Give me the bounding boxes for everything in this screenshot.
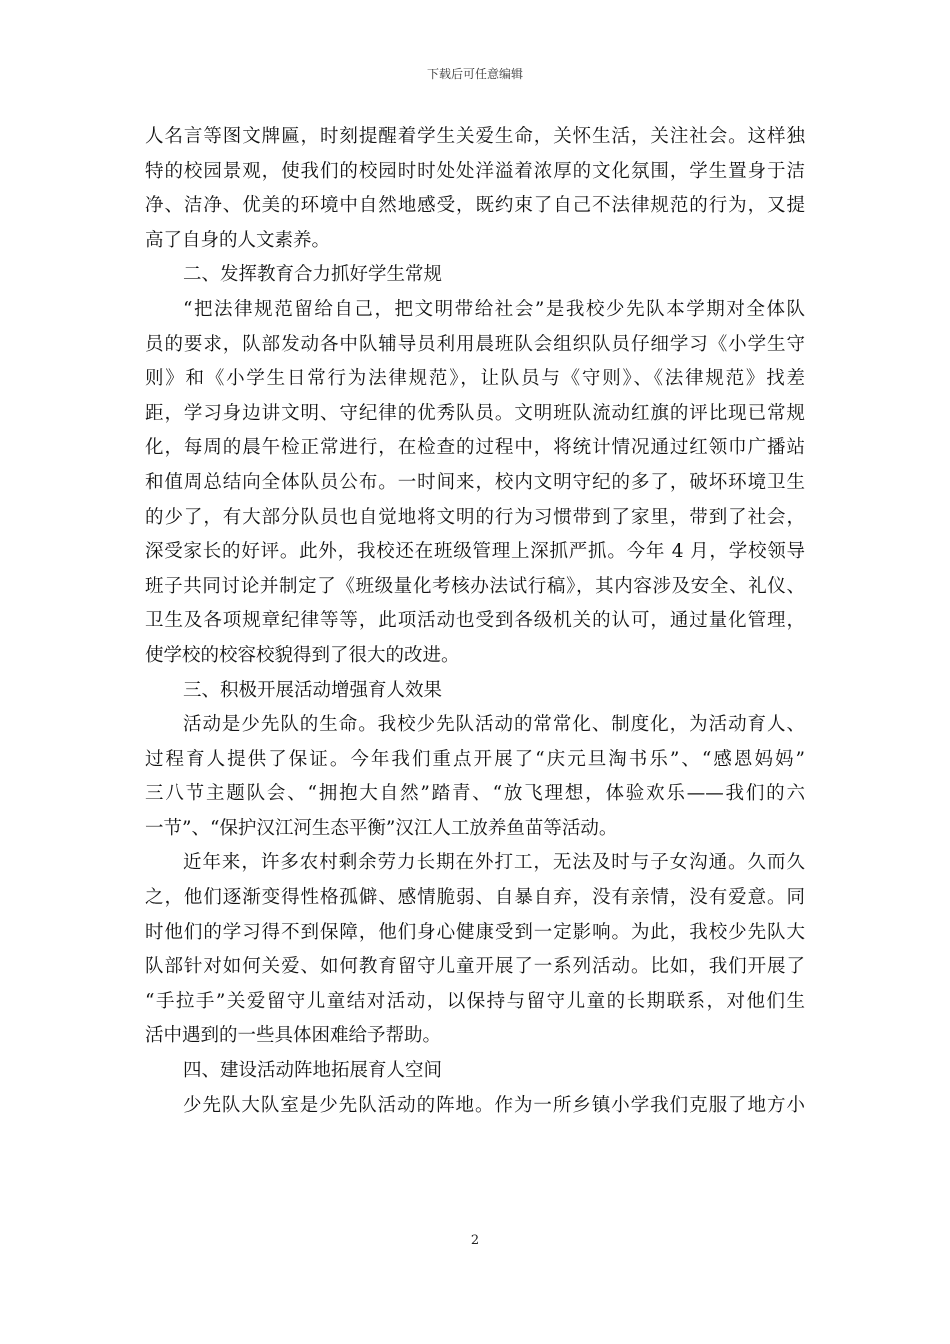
text-line: 化，每周的晨午检正常进行，在检查的过程中，将统计情况通过红领巾广播站 [145,437,805,459]
text-line: 人名言等图文牌匾，时刻提醒着学生关爱生命，关怀生活，关注社会。这样独 [145,126,805,147]
text-line: 之，他们逐渐变得性格孤僻、感情脆弱、自暴自弃，没有亲情，没有爱意。同 [145,887,805,909]
paragraph-first-line: 近年来，许多农村剩余劳力长期在外打工，无法及时与子女沟通。久而久 [183,852,805,874]
page-number: 2 [470,1233,480,1248]
document-body [145,120,805,1123]
paragraph-first-line: 三、积极开展活动增强育人效果 [183,679,443,701]
text-line: 三八节主题队会、“拥抱大自然”踏青、“放飞理想，体验欢乐——我们的六 [145,783,805,805]
text-line: 的少了，有大部分队员也自觉地将文明的行为习惯带到了家里，带到了社会， [145,506,805,528]
text-line: 深受家长的好评。此外，我校还在班级管理上深抓严抓。今年 4 月，学校领导 [145,541,805,563]
text-line: 距，学习身边讲文明、守纪律的优秀队员。文明班队流动红旗的评比现已常规 [145,402,805,424]
text-line: 队部针对如何关爱、如何教育留守儿童开展了一系列活动。比如，我们开展了 [145,956,805,978]
text-line: 一节”、“保护汉江河生态平衡”汉江人工放养鱼苗等活动。 [145,817,618,839]
text-line: 则》和《小学生日常行为法律规范》，让队员与《守则》、《法律规范》找差 [145,368,805,390]
text-line: 高了自身的人文素养。 [145,229,331,251]
text-line: 特的校园景观，使我们的校园时时处处洋溢着浓厚的文化氛围，学生置身于洁 [145,160,805,182]
text-line: 班子共同讨论并制定了《班级量化考核办法试行稿》，其内容涉及安全、礼仪、 [145,575,805,597]
text-line: 净、洁净、优美的环境中自然地感受，既约束了自己不法律规范的行为，又提 [145,195,805,217]
text-line: “手拉手”关爱留守儿童结对活动，以保持与留守儿童的长期联系，对他们生 [145,990,805,1012]
text-line: 卫生及各项规章纪律等等，此项活动也受到各级机关的认可，通过量化管理， [145,610,805,632]
paragraph-first-line: “把法律规范留给自己，把文明带给社会”是我校少先队本学期对全体队 [183,298,805,320]
text-line: 活中遇到的一些具体困难给予帮助。 [145,1025,442,1047]
paragraph-first-line: 四、建设活动阵地拓展育人空间 [183,1060,443,1082]
page-header: 下载后可任意编辑 [426,67,523,81]
text-line: 过程育人提供了保证。今年我们重点开展了“庆元旦淘书乐”、“感恩妈妈” [145,748,805,770]
paragraph-first-line: 活动是少先队的生命。我校少先队活动的常常化、制度化，为活动育人、 [183,714,805,736]
text-line: 和值周总结向全体队员公布。一时间来，校内文明守纪的多了，破坏环境卫生 [145,471,805,493]
text-line: 员的要求，队部发动各中队辅导员利用晨班队会组织队员仔细学习《小学生守 [145,333,805,355]
text-line: 时他们的学习得不到保障，他们身心健康受到一定影响。为此，我校少先队大 [145,921,805,943]
paragraph-first-line: 二、发挥教育合力抓好学生常规 [183,264,443,286]
text-line: 使学校的校容校貌得到了很大的改进。 [145,644,460,666]
paragraph-first-line: 少先队大队室是少先队活动的阵地。作为一所乡镇小学我们克服了地方小 [183,1094,805,1116]
